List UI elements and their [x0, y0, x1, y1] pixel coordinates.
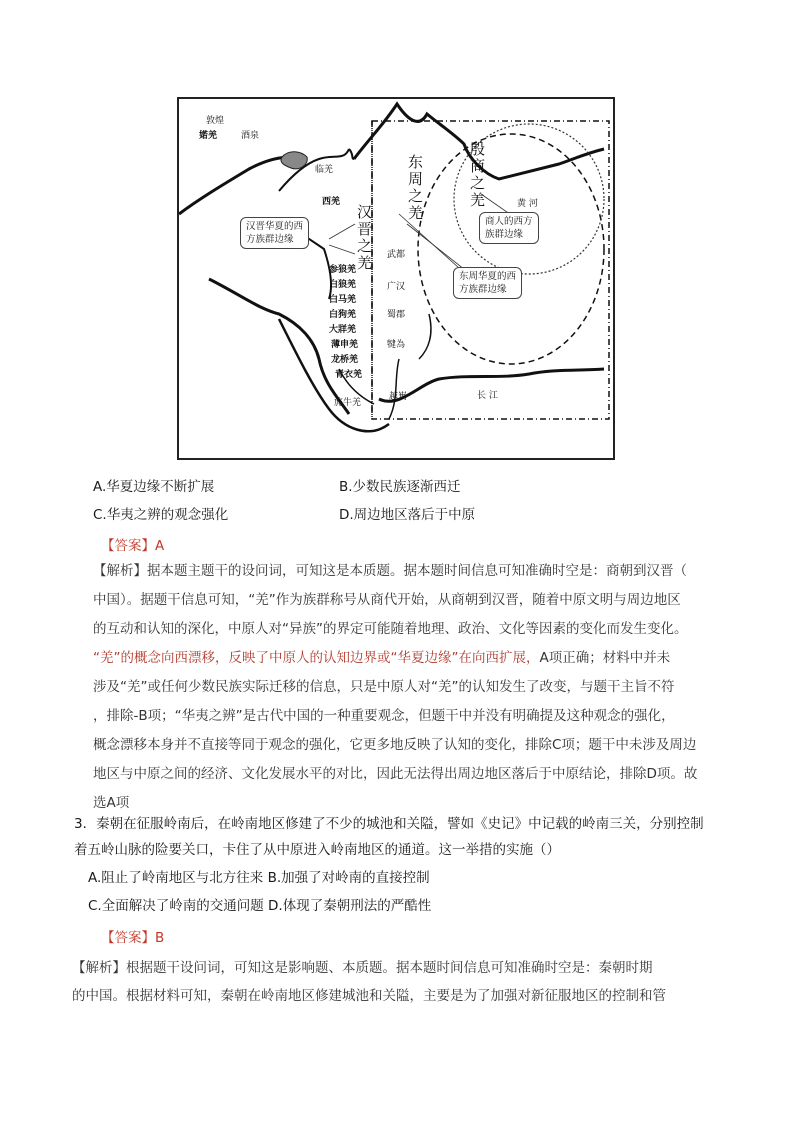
analysis-line: 的互动和认知的深化，中原人对“异族”的界定可能随着地理、政治、文化等因素的变化而发生变化。: [93, 621, 688, 637]
place-yuesui: 越嶲: [389, 392, 408, 402]
analysis-text: A项正确；材料中并未: [539, 650, 671, 666]
analysis-line: 【解析】根据题干设问词，可知这是影响题、本质题。据本题时间信息可知准确时空是：秦朝时期: [72, 960, 653, 976]
analysis-paragraph: [93, 557, 723, 818]
tribe-label: 参狼羌: [329, 265, 357, 275]
region-hanjin-qiang: 汉晋之羌: [355, 204, 373, 272]
tribe-label: 青衣羌: [335, 370, 363, 380]
place-shudu: 蜀郡: [387, 310, 406, 320]
option-d: D.周边地区落后于中原: [339, 507, 476, 523]
tribe-label: 龙桥羌: [331, 355, 359, 365]
callout-text: 商人的西方 族群边缘: [485, 216, 533, 240]
place-jianwei: 犍為: [387, 340, 406, 350]
place-xiqiang: 西羌: [322, 197, 341, 207]
place-dunhuang: 敦煌: [206, 116, 225, 126]
callout-shang-edge: [479, 212, 539, 244]
highlight-text: “羌”的概念向西漂移，反映了中原人的认知边界或“华夏边缘”在向西扩展，: [93, 650, 540, 666]
region-dongzhou-qiang: 东周之羌: [406, 154, 424, 222]
tribe-label: 薄申羌: [331, 340, 359, 350]
analysis-line: 中国）。据题干信息可知，“羌”作为族群称号从商代开始，从商朝到汉晋，随着中原文明与周边地区: [93, 592, 681, 608]
analysis-line: [93, 644, 723, 673]
analysis-line: 涉及“羌”或任何少数民族实际迁移的信息，只是中原人对“羌”的认知发生了改变，与题干主旨不符: [93, 679, 675, 695]
river-huanghe: 黄 河: [517, 199, 538, 209]
river-changjiang: 长 江: [477, 391, 498, 401]
tribe-label: 白狗羌: [329, 310, 357, 320]
callout-text: 汉晋华夏的西 方族群边缘: [246, 221, 304, 245]
option-b: B.少数民族逐渐西迁: [339, 479, 461, 495]
question-3-stem: 着五岭山脉的险要关口，卡住了从中原进入岭南地区的通道。这一举措的实施（）: [74, 842, 560, 858]
analysis-line: ，排除-B项；“华夷之辨”是古代中国的一种重要观念，但题干中并没有明确提及这种观念的强化，: [93, 708, 675, 724]
map-figure: [177, 97, 615, 460]
callout-text: 东周华夏的西 方族群边缘: [459, 271, 517, 295]
analysis-line: 地区与中原之间的经济、文化发展水平的对比，因此无法得出周边地区落后于中原结论，排除D项。故: [93, 766, 698, 782]
answer-label: 【答案】A: [101, 538, 165, 554]
analysis-line: 概念漂移本身并不直接等同于观念的强化，它更多地反映了认知的变化，排除C项；题干中未涉及周边: [93, 737, 697, 753]
tribe-maoniu: 旄牛羌: [334, 398, 362, 408]
region-yinshang-qiang: 殷商之羌: [468, 141, 486, 209]
place-guanghan: 广汉: [387, 282, 406, 292]
place-jiuquan: 酒泉: [241, 131, 260, 141]
place-linqiang: 临羌: [315, 165, 334, 175]
tribe-label: 大牂羌: [329, 325, 357, 335]
place-wudu: 武都: [387, 250, 406, 260]
callout-hanjin-edge: [240, 217, 309, 249]
analysis-line: 【解析】据本题主题干的设问词，可知这是本质题。据本题时间信息可知准确时空是：商朝到汉晋（: [93, 563, 687, 579]
analysis-line: 的中国。根据材料可知，秦朝在岭南地区修建城池和关隘，主要是为了加强对新征服地区的控制和管: [72, 988, 666, 1004]
option-c: C.华夷之辨的观念强化: [93, 507, 229, 523]
callout-dongzhou-edge: [453, 267, 522, 299]
analysis-line: 选A项: [93, 795, 130, 811]
option-a: A.华夏边缘不断扩展: [93, 479, 215, 495]
question-3-options: A.阻止了岭南地区与北方往来 B.加强了对岭南的直接控制: [88, 870, 430, 886]
tribe-label: 白马羌: [329, 295, 357, 305]
answer-label: 【答案】B: [101, 930, 165, 946]
place-ruoqiang: 婼羌: [199, 131, 218, 141]
tribe-label: 白狼羌: [329, 280, 357, 290]
question-3-options: C.全面解决了岭南的交通问题 D.体现了秦朝刑法的严酷性: [88, 898, 432, 914]
question-3-stem: 3．秦朝在征服岭南后，在岭南地区修建了不少的城池和关隘，譬如《史记》中记载的岭南三关，分别控制: [74, 816, 704, 832]
